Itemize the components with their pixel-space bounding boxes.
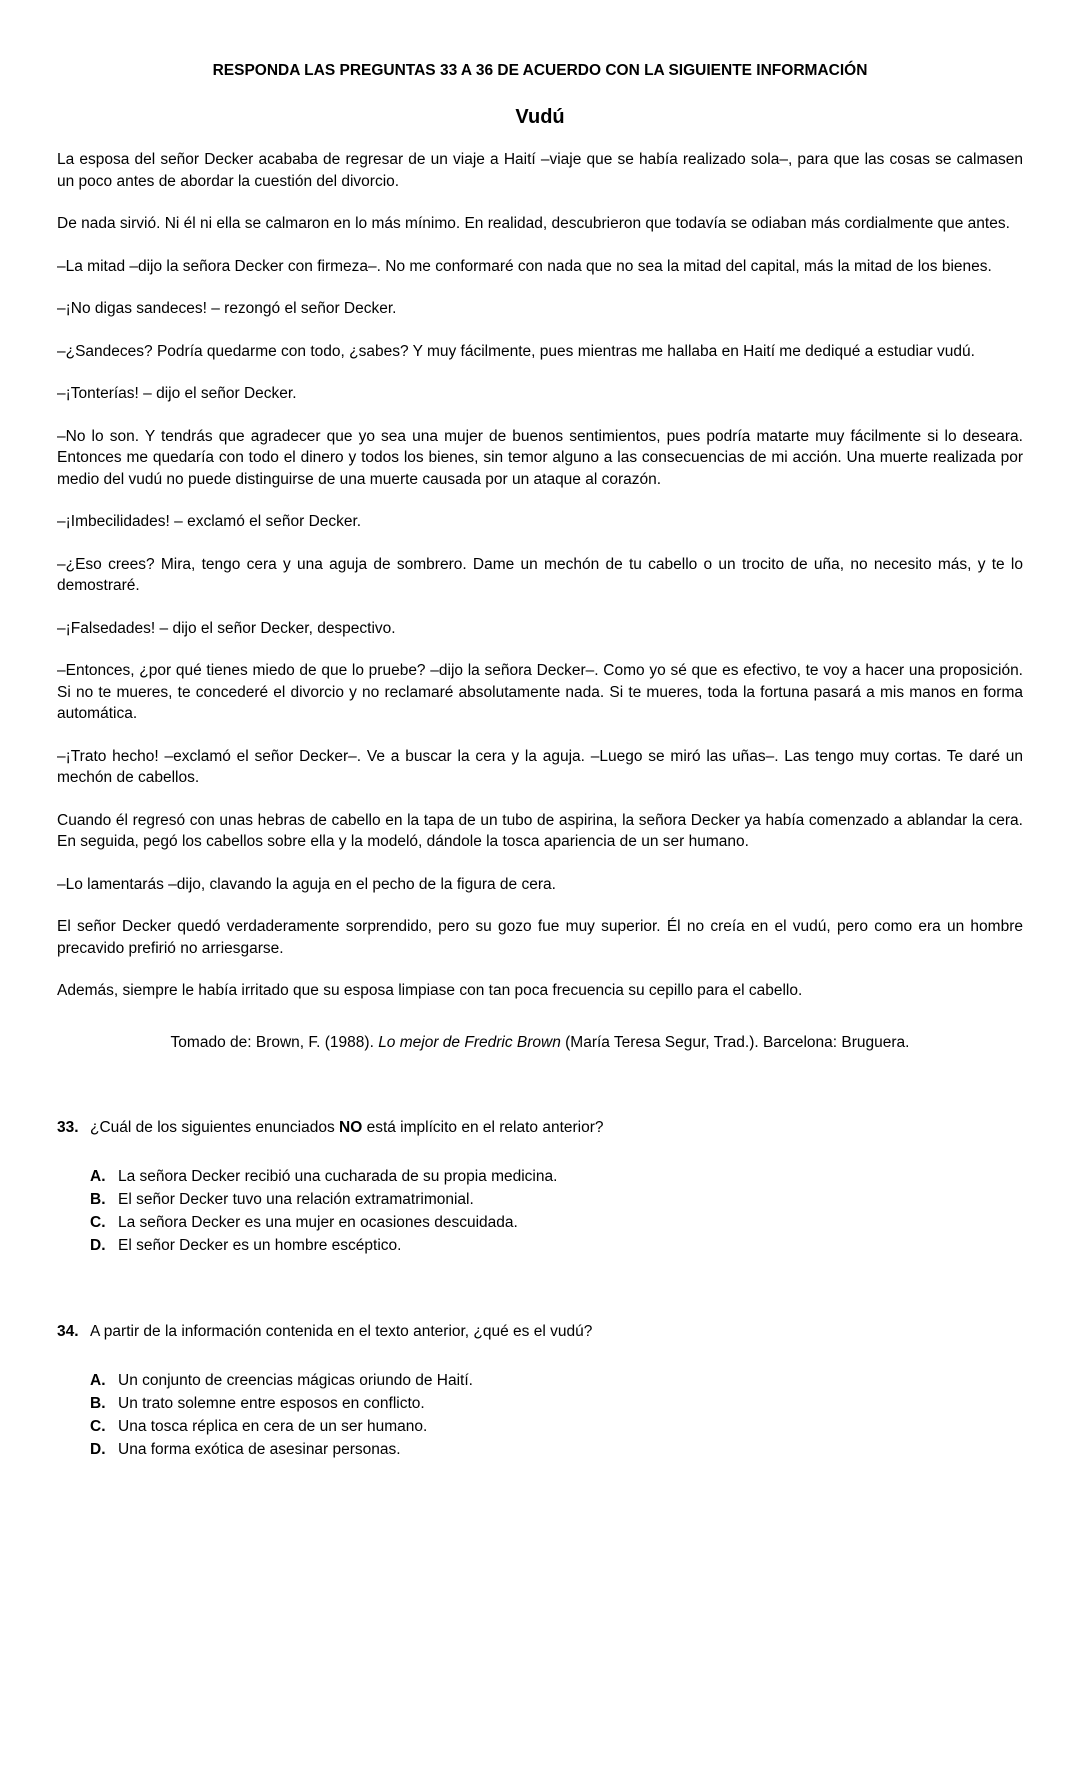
- option-row: [90, 1369, 1023, 1392]
- question-prompt-bold: NO: [339, 1118, 363, 1136]
- story-paragraph: –Lo lamentarás –dijo, clavando la aguja en el pecho de la figura de cera.: [57, 875, 556, 893]
- option-letter: D.: [90, 1440, 106, 1458]
- story-paragraph: –¡No digas sandeces! – rezongó el señor Decker.: [57, 300, 397, 317]
- story-paragraph: El señor Decker quedó verdaderamente sorprendido, pero su gozo fue muy superior. Él no creía en el vudú, pero como era un hombre precavido prefirió no arriesgarse.: [57, 918, 1023, 957]
- question-number: 33.: [57, 1118, 79, 1136]
- question-prompt: [90, 1321, 1023, 1343]
- citation-prefix: Tomado de: Brown, F. (1988).: [170, 1033, 379, 1051]
- question-prompt-text: ¿Cuál de los siguientes enunciados: [90, 1118, 340, 1136]
- question-34-head: [57, 1321, 1023, 1343]
- story-title: Vudú: [515, 106, 565, 128]
- question-prompt-text: está implícito en el relato anterior?: [362, 1118, 604, 1136]
- option-text: El señor Decker tuvo una relación extramatrimonial.: [118, 1190, 474, 1208]
- question-prompt: [90, 1117, 1023, 1139]
- story-paragraph: –¡Falsedades! – dijo el señor Decker, despectivo.: [57, 619, 396, 637]
- story-paragraph: La esposa del señor Decker acababa de regresar de un viaje a Haití –viaje que se había realizado sola–, para que las cosas se calmasen un poco antes de abordar la cuestión del divorcio.: [57, 151, 1023, 190]
- story-paragraph: –¿Eso crees? Mira, tengo cera y una aguja de sombrero. Dame un mechón de tu cabello o un trocito de uña, no necesito más, y te lo demostraré.: [57, 555, 1023, 594]
- question-prompt-text: A partir de la información contenida en el texto anterior, ¿qué es el vudú?: [90, 1322, 593, 1340]
- story-paragraph: Cuando él regresó con unas hebras de cabello en la tapa de un tubo de aspirina, la señora Decker ya había comenzado a ablandar la cera. En seguida, pegó los cabellos sobre ella y la modeló, dándole la tosca apariencia de un ser humano.: [57, 811, 1023, 850]
- option-text: El señor Decker es un hombre escéptico.: [118, 1236, 402, 1254]
- option-text: Una forma exótica de asesinar personas.: [118, 1440, 401, 1458]
- option-letter: C.: [90, 1213, 106, 1231]
- question-33-options: [90, 1165, 1023, 1257]
- story-paragraph: De nada sirvió. Ni él ni ella se calmaron en lo más mínimo. En realidad, descubrieron que todavía se odiaban más cordialmente que antes.: [57, 215, 1010, 232]
- story-paragraph: –¡Trato hecho! –exclamó el señor Decker–. Ve a buscar la cera y la aguja. –Luego se miró las uñas–. Las tengo muy cortas. Te daré un mechón de cabellos.: [57, 747, 1023, 786]
- instruction-header: RESPONDA LAS PREGUNTAS 33 A 36 DE ACUERDO CON LA SIGUIENTE INFORMACIÓN: [212, 62, 868, 79]
- citation-book-title: Lo mejor de Fredric Brown: [378, 1033, 561, 1051]
- question-number: 34.: [57, 1322, 79, 1340]
- option-row: [90, 1234, 1023, 1257]
- option-row: [90, 1438, 1023, 1461]
- option-text: Una tosca réplica en cera de un ser humano.: [118, 1417, 428, 1435]
- story-body: [57, 149, 1023, 1002]
- option-text: La señora Decker es una mujer en ocasiones descuidada.: [118, 1213, 518, 1231]
- option-text: Un trato solemne entre esposos en conflicto.: [118, 1394, 425, 1412]
- option-letter: A.: [90, 1371, 106, 1389]
- option-text: Un conjunto de creencias mágicas oriundo de Haití.: [118, 1371, 473, 1389]
- option-row: [90, 1188, 1023, 1211]
- option-letter: D.: [90, 1236, 106, 1254]
- question-33-head: [57, 1117, 1023, 1139]
- option-row: [90, 1392, 1023, 1415]
- story-paragraph: –¿Sandeces? Podría quedarme con todo, ¿sabes? Y muy fácilmente, pues mientras me hallaba en Haití me dediqué a estudiar vudú.: [57, 342, 975, 360]
- option-row: [90, 1415, 1023, 1438]
- option-row: [90, 1165, 1023, 1188]
- option-row: [90, 1211, 1023, 1234]
- story-paragraph: –Entonces, ¿por qué tienes miedo de que lo pruebe? –dijo la señora Decker–. Como yo sé que es efectivo, te voy a hacer una proposición. Si no te mueres, te concederé el divorcio y no reclamaré absolutamente nada. Si te mueres, toda la fortuna pasará a mis manos en forma automática.: [57, 662, 1023, 722]
- story-paragraph: –La mitad –dijo la señora Decker con firmeza–. No me conformaré con nada que no sea la mitad del capital, más la mitad de los bienes.: [57, 257, 992, 275]
- citation-suffix: (María Teresa Segur, Trad.). Barcelona: Bruguera.: [560, 1033, 910, 1051]
- story-paragraph: –No lo son. Y tendrás que agradecer que yo sea una mujer de buenos sentimientos, pues podría matarte muy fácilmente si lo deseara. Entonces me quedaría con todo el dinero y todos los bienes, sin temor alguno a las consecuencias de mi acción. Una muerte realizada por medio del vudú no puede distinguirse de una muerte causada por un ataque al corazón.: [57, 427, 1023, 488]
- option-text: La señora Decker recibió una cucharada de su propia medicina.: [118, 1167, 558, 1185]
- story-paragraph: –¡Tonterías! – dijo el señor Decker.: [57, 385, 297, 402]
- question-34: [57, 1321, 1023, 1461]
- story-paragraph: –¡Imbecilidades! – exclamó el señor Decker.: [57, 513, 362, 530]
- source-citation: [57, 1032, 1023, 1053]
- option-letter: C.: [90, 1417, 106, 1435]
- question-34-options: [90, 1369, 1023, 1461]
- question-33: [57, 1117, 1023, 1257]
- option-letter: B.: [90, 1394, 106, 1412]
- option-letter: A.: [90, 1167, 106, 1185]
- story-paragraph: Además, siempre le había irritado que su esposa limpiase con tan poca frecuencia su cepillo para el cabello.: [57, 982, 803, 999]
- option-letter: B.: [90, 1190, 106, 1208]
